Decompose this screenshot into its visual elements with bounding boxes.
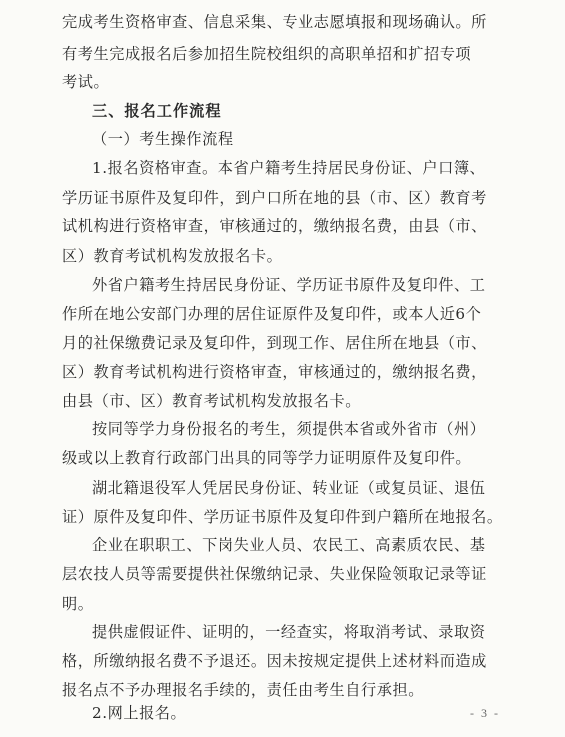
paragraph-line: 按同等学力身份报名的考生，须提供本省或外省市（州） [92,420,486,438]
paragraph-line: 考试。 [62,73,110,91]
paragraph-line: 明。 [62,595,94,613]
paragraph-line: 证）原件及复印件、学历证书原件及复印件到户籍所在地报名。 [62,508,503,526]
paragraph-line: 2.网上报名。 [92,704,187,722]
section-heading: 三、报名工作流程 [92,102,222,120]
paragraph-line: 试机构进行资格审查，审核通过的，缴纳报名费，由县（市、 [62,217,487,235]
paragraph-line: 提供虚假证件、证明的，一经查实，将取消考试、录取资 [92,623,486,641]
paragraph-line: 外省户籍考生持居民身份证、学历证书原件及复印件、工 [92,276,486,294]
paragraph-line: 格，所缴纳报名费不予退还。因未按规定提供上述材料而造成 [62,652,487,670]
paragraph-line: 有考生完成报名后参加招生院校组织的高职单招和扩招专项 [62,45,472,63]
paragraph-line: 月的社保缴费记录及复印件，到现工作、居住所在地县（市、 [62,334,487,352]
paragraph-line: 企业在职职工、下岗失业人员、农民工、高素质农民、基 [92,536,486,554]
paragraph-line: 作所在地公安部门办理的居住证原件及复印件，或本人近6个 [62,305,482,323]
paragraph-line: 完成考生资格审查、信息采集、专业志愿填报和现场确认。所 [62,13,487,31]
paragraph-line: 层农技人员等需要提供社保缴纳记录、失业保险领取记录等证 [62,565,487,583]
paragraph-line: 区）教育考试机构发放报名卡。 [62,247,283,265]
paragraph-line: 1.报名资格审查。本省户籍考生持居民身份证、户口簿、 [92,159,486,177]
paragraph-line: 级或以上教育行政部门出具的同等学力证明原件及复印件。 [62,449,472,467]
paragraph-line: 湖北籍退役军人凭居民身份证、转业证（或复员证、退伍 [92,479,486,497]
paragraph-line: 由县（市、区）教育考试机构发放报名卡。 [62,392,362,410]
subsection-heading: （一）考生操作流程 [92,130,234,148]
page-number: - 3 - [470,706,500,720]
paragraph-line: 学历证书原件及复印件，到户口所在地的县（市、区）教育考 [62,189,487,207]
paragraph-line: 区）教育考试机构进行资格审查，审核通过的，缴纳报名费， [62,363,487,381]
paragraph-line: 报名点不予办理报名手续的，责任由考生自行承担。 [62,681,424,699]
